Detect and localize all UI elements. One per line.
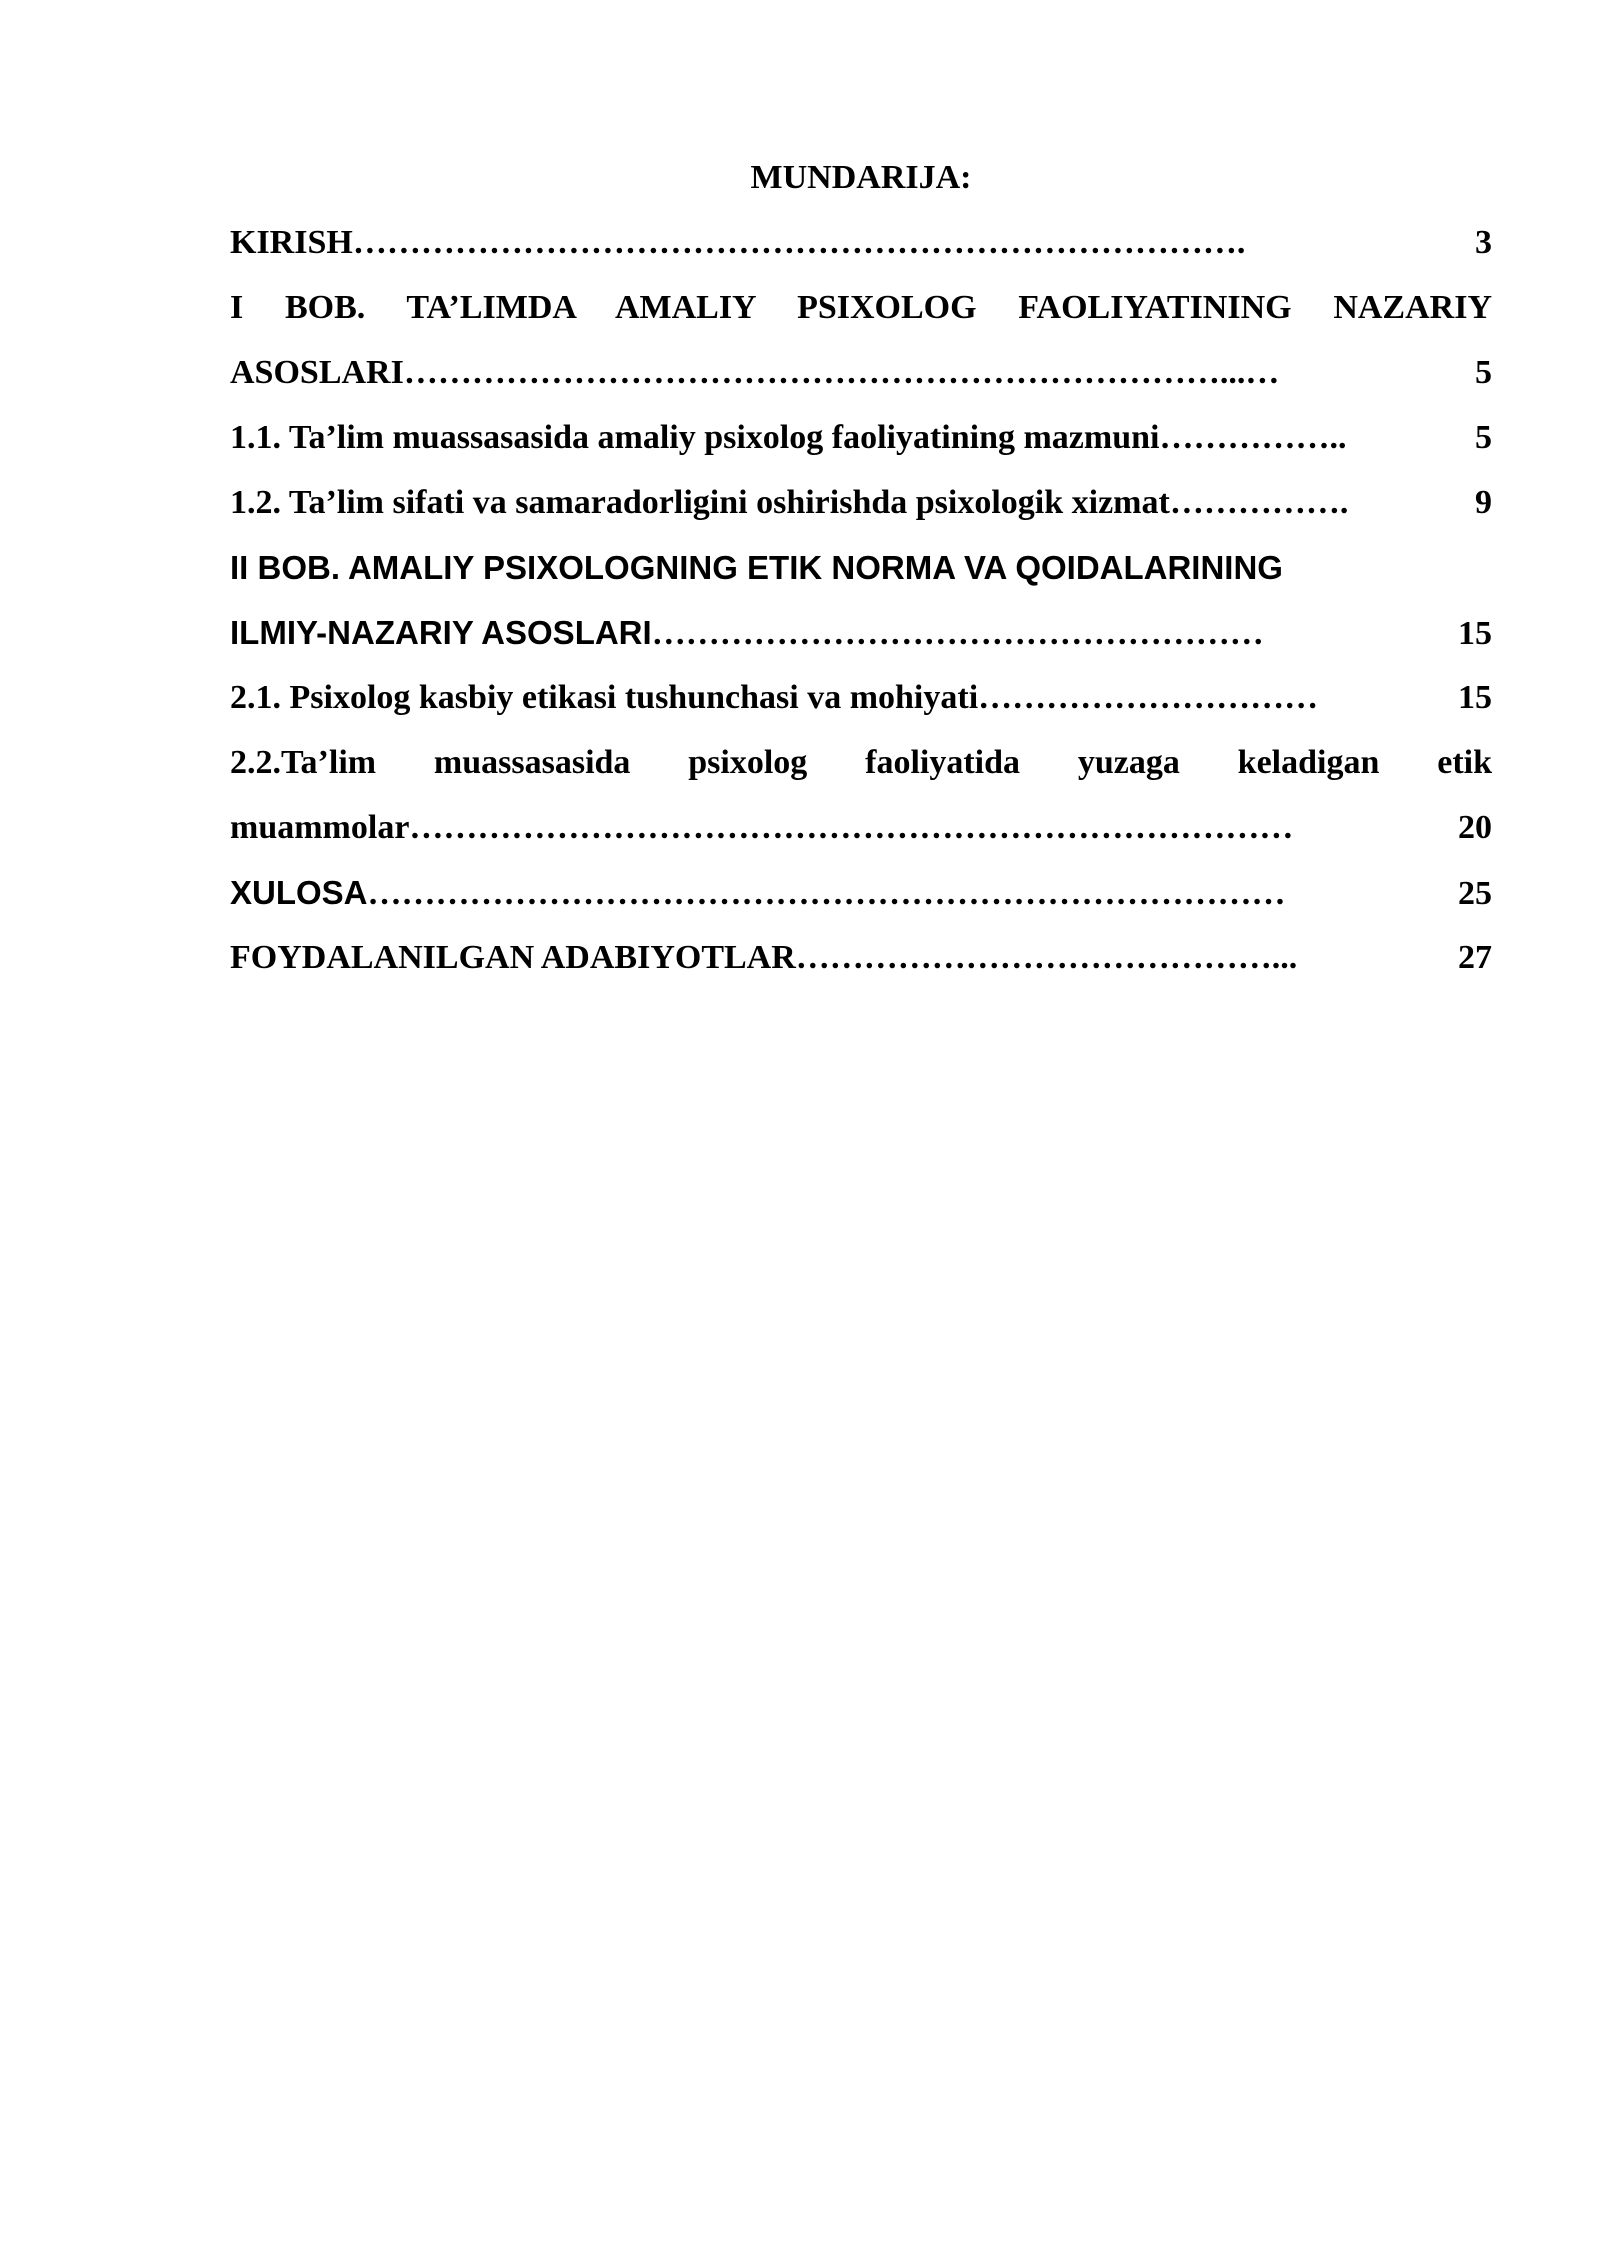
toc-entry-1-1 [230,405,1492,470]
toc-entry-text: ILMIY-NAZARIY ASOSLARI [230,614,652,651]
toc-entry-page: 15 [1458,679,1492,716]
toc-entry-1-2 [230,470,1492,535]
toc-entry-text: 1.2. Ta’lim sifati va samaradorligini oshirishda psixologik xizmat [230,484,1170,521]
toc-entry-chapter-2-line-2 [230,600,1492,665]
toc-entry-leader: ……………………………………………………………………. [352,224,1246,261]
toc-entry-leader: …………………………………………………………………… [409,809,1294,846]
toc-entry-leader: ………………………… [978,679,1319,716]
toc-entry-kirish [230,210,1492,275]
toc-entry-page: 5 [1475,419,1492,456]
toc-entry-leader: ………………………………………………………………...… [403,354,1280,391]
toc-entry-page: 9 [1475,484,1492,521]
toc-title: MUNDARIJA: [750,159,972,196]
toc-entry-2-2-line-2 [230,795,1492,860]
toc-entry-leader: …………….. [1159,419,1347,456]
toc-entry-page: 20 [1458,809,1492,846]
toc-entry-page: 25 [1458,875,1492,912]
toc-entry-text: FOYDALANILGAN ADABIYOTLAR [230,939,796,976]
toc-entry-xulosa [230,860,1492,925]
toc-entry-text: KIRISH [230,224,353,261]
table-of-contents [230,145,1492,990]
toc-entry-leader: ……………………………………... [795,939,1298,976]
toc-entry-leader: ……………………………………………… [651,615,1264,652]
toc-entry-2-1 [230,665,1492,730]
toc-entry-text: 1.1. Ta’lim muassasasida amaliy psixolog faoliyatining mazmuni [230,419,1160,456]
toc-entry-text: XULOSA [230,874,368,911]
toc-entry-chapter-1-line-1: I BOB. TA’LIMDA AMALIY PSIXOLOG FAOLIYATINING NAZARIY [230,289,1492,326]
toc-entry-page: 15 [1458,615,1492,652]
toc-entry-chapter-1-line-2 [230,340,1492,405]
toc-entry-bibliography [230,925,1492,990]
toc-entry-text: muammolar [230,809,410,846]
toc-entry-leader: ……………. [1169,484,1349,521]
toc-entry-text: ASOSLARI [230,354,404,391]
toc-entry-text: 2.1. Psixolog kasbiy etikasi tushunchasi va mohiyati [230,679,979,716]
toc-entry-2-2-line-1: 2.2.Ta’lim muassasasida psixolog faoliyatida yuzaga keladigan etik [230,744,1492,781]
toc-entry-page: 27 [1458,939,1492,976]
toc-entry-page: 3 [1475,224,1492,261]
toc-entry-leader: ……………………………………………………………………… [367,875,1286,912]
toc-entry-page: 5 [1475,354,1492,391]
toc-entry-chapter-2-line-1: II BOB. AMALIY PSIXOLOGNING ETIK NORMA VA QOIDALARINING [230,549,1283,586]
